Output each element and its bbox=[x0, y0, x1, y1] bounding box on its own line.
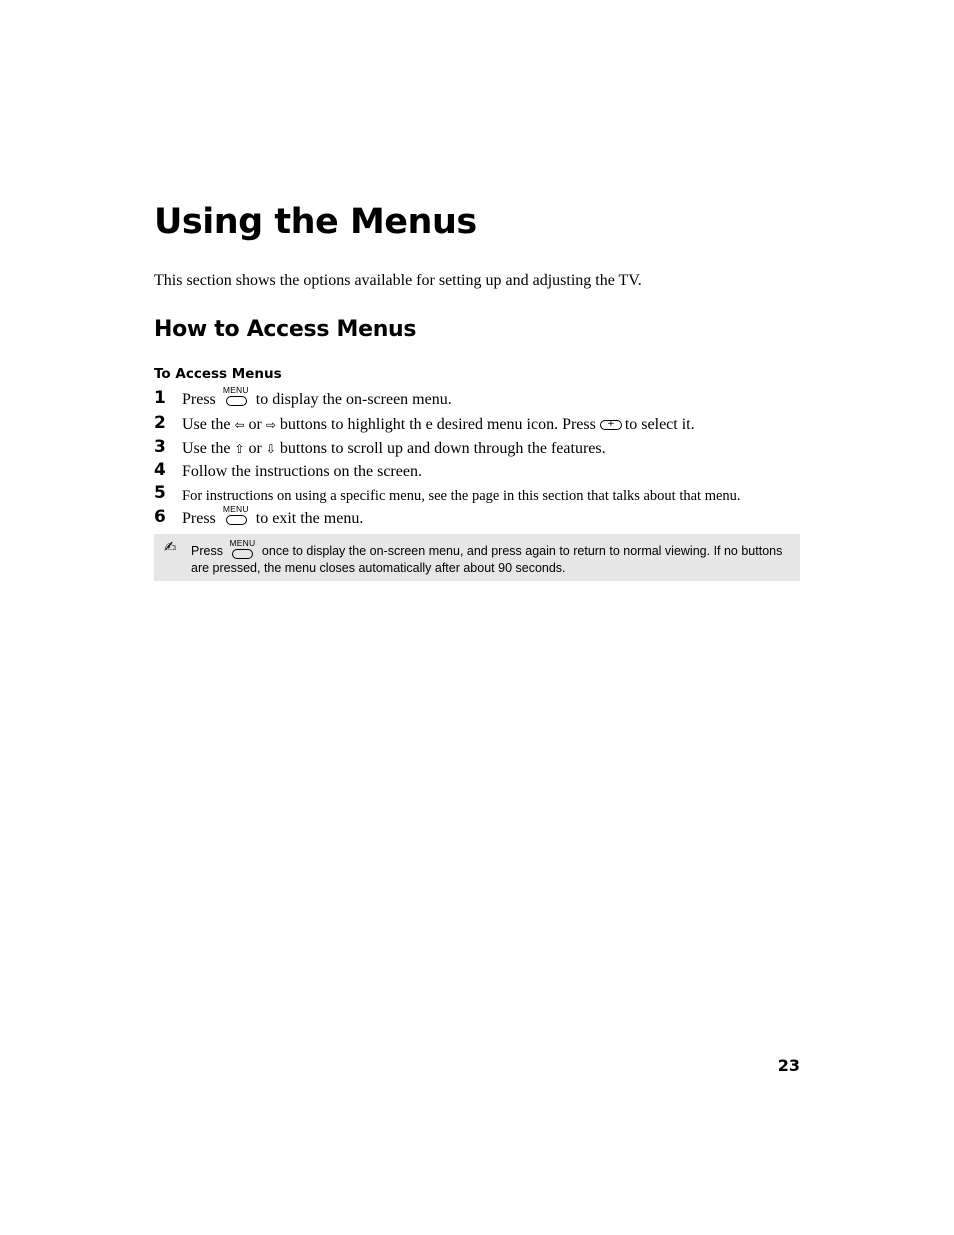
intro-paragraph: This section shows the options available for setting up and adjusting the TV. bbox=[154, 272, 642, 289]
menu-button-label: MENU bbox=[222, 504, 249, 514]
right-arrow-icon: ⇨ bbox=[265, 418, 276, 432]
note-box bbox=[154, 534, 800, 581]
menu-button-label: MENU bbox=[229, 538, 256, 548]
step-2 bbox=[154, 413, 814, 437]
up-arrow-icon: ⇧ bbox=[234, 442, 245, 456]
menu-button-oval bbox=[226, 396, 247, 406]
step-text-part: Press bbox=[182, 391, 216, 408]
step-number: 3 bbox=[154, 437, 166, 457]
pencil-note-icon: ✍ bbox=[164, 538, 177, 556]
step-number: 5 bbox=[154, 483, 166, 503]
step-text-part: buttons to scroll up and down through the features. bbox=[279, 440, 606, 457]
page-number: 23 bbox=[777, 1056, 800, 1075]
step-text bbox=[182, 414, 695, 436]
menu-button-icon bbox=[222, 385, 250, 407]
step-number: 1 bbox=[154, 388, 166, 408]
note-text-part: once to display the on-screen menu, and press again to return to normal viewing. If no buttons are pressed, the menu closes automatically after about 90 seconds. bbox=[191, 544, 783, 575]
step-number: 6 bbox=[154, 507, 166, 527]
step-3 bbox=[154, 437, 814, 461]
procedure-heading: To Access Menus bbox=[154, 366, 282, 382]
menu-button-oval bbox=[232, 549, 253, 559]
step-4 bbox=[154, 460, 814, 484]
note-text bbox=[191, 538, 791, 577]
page-title: Using the Menus bbox=[154, 202, 477, 242]
menu-button-oval bbox=[226, 515, 247, 525]
menu-button-label: MENU bbox=[222, 385, 249, 395]
step-text-part: to display the on-screen menu. bbox=[255, 391, 452, 408]
left-arrow-icon: ⇦ bbox=[234, 418, 245, 432]
menu-button-icon bbox=[228, 538, 256, 558]
step-text bbox=[182, 438, 606, 460]
step-text-part: Use the bbox=[182, 416, 231, 433]
step-number: 4 bbox=[154, 460, 166, 480]
step-1 bbox=[154, 385, 814, 412]
step-text-part: Press bbox=[182, 510, 216, 527]
step-text: Follow the instructions on the screen. bbox=[182, 463, 422, 480]
step-text-part: buttons to highlight th e desired menu icon. Press bbox=[279, 416, 596, 433]
down-arrow-icon: ⇩ bbox=[265, 442, 276, 456]
step-text bbox=[182, 385, 452, 411]
step-number: 2 bbox=[154, 413, 166, 433]
step-5 bbox=[154, 483, 814, 507]
step-text-part: Use the bbox=[182, 440, 231, 457]
select-button-icon bbox=[600, 420, 622, 430]
step-text-part: to select it. bbox=[624, 416, 695, 433]
section-heading: How to Access Menus bbox=[154, 317, 417, 342]
step-text: For instructions on using a specific menu, see the page in this section that talks about that menu. bbox=[182, 488, 741, 504]
step-text bbox=[182, 504, 364, 530]
step-text-part: or bbox=[248, 416, 262, 433]
step-text-part: or bbox=[248, 440, 262, 457]
step-text-part: to exit the menu. bbox=[255, 510, 364, 527]
note-text-part: Press bbox=[191, 544, 223, 558]
step-6 bbox=[154, 504, 814, 531]
menu-button-icon bbox=[222, 504, 250, 526]
